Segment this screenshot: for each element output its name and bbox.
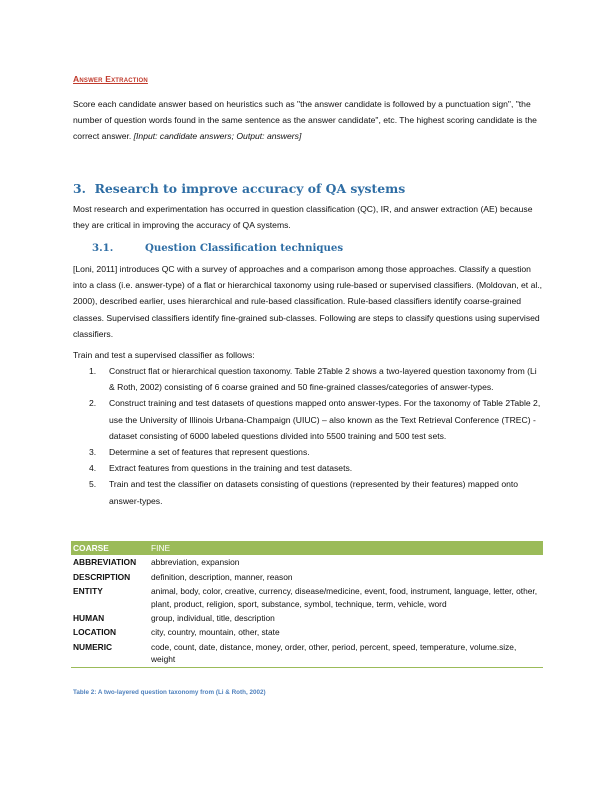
- heading-question-classification: [92, 242, 343, 254]
- coarse-cell: ABBREVIATION: [73, 557, 137, 568]
- fine-cell: definition, description, manner, reason: [151, 571, 293, 582]
- step-number: 3.: [89, 447, 97, 458]
- heading-research-title: Research to improve accuracy of QA systems: [94, 181, 406, 196]
- column-header-coarse: COARSE: [71, 541, 149, 555]
- table-row: [71, 640, 543, 667]
- step-text: Determine a set of features that represent questions.: [109, 447, 310, 458]
- taxonomy-table: [71, 541, 543, 668]
- heading-research: [73, 181, 405, 196]
- step-number: 1.: [89, 366, 97, 376]
- step-text: Extract features from questions in the training and test datasets.: [109, 463, 353, 474]
- step-text: Construct training and test datasets of questions mapped onto answer-types. For the taxonomy of Table 2Table 2, use the University of Illinois Urbana-Champaign (UIUC) – also known as the Text Retrieval Conference (TREC) - dataset consisting of 6000 labeled questions divided into 5500 training and 500 test sets.: [109, 398, 541, 441]
- step-text: Train and test the classifier on datasets consisting of questions (represented by their features) mapped onto answer-types.: [109, 479, 519, 506]
- list-item: [73, 460, 543, 476]
- train-intro: Train and test a supervised classifier as follows:: [73, 350, 255, 360]
- fine-cell: city, country, mountain, other, state: [151, 627, 280, 638]
- fine-cell: abbreviation, expansion: [151, 557, 240, 568]
- answer-extraction-io: [Input: candidate answers; Output: answers]: [133, 131, 302, 142]
- list-item: [73, 476, 543, 508]
- table-row: [71, 611, 543, 625]
- steps-list: [73, 363, 543, 509]
- table-row: [71, 584, 543, 611]
- column-header-fine: FINE: [149, 541, 543, 555]
- heading-qc-title: Question Classification techniques: [145, 242, 344, 254]
- step-number: 2.: [89, 398, 97, 409]
- table-header-row: [71, 541, 543, 555]
- section-label: Answer Extraction: [73, 74, 148, 84]
- list-item: [73, 363, 543, 395]
- fine-cell: animal, body, color, creative, currency, disease/medicine, event, food, instrument, language, letter, other, plant, product, religion, sport, substance, symbol, technique, term, vehicle, word: [151, 586, 538, 609]
- table-caption: Table 2: A two-layered question taxonomy from (Li & Roth, 2002): [73, 689, 266, 696]
- fine-cell: code, count, date, distance, money, order, other, period, percent, speed, temperature, volume.size, weight: [149, 640, 543, 667]
- fine-cell: group, individual, title, description: [151, 613, 275, 624]
- answer-extraction-text: Score each candidate answer based on heuristics such as "the answer candidate is followed by a punctuation sign", "the number of question words found in the same sentence as the answer candidate", etc. The highest scoring candidate is the correct answer.: [73, 99, 537, 142]
- coarse-cell: DESCRIPTION: [73, 571, 131, 582]
- table-row: [71, 570, 543, 584]
- qc-paragraph: [Loni, 2011] introduces QC with a survey of approaches and a comparison among those approaches. Classify a question into a class (i.e. answer-type) of a flat or hierarchical taxonomy using rule-based or supervised classifiers. (Moldovan, et al., 2000), described earlier, uses hierarchical and rule-based classification. Rule-based classifiers identify coarse-grained classes. Supervised classifiers identify fine-grained sub-classes. Following are steps to classify questions using supervised classifiers.: [73, 264, 543, 339]
- list-item: [73, 395, 543, 444]
- heading-research-number: 3.: [73, 181, 86, 196]
- coarse-cell: ENTITY: [73, 586, 103, 597]
- step-number: 4.: [89, 463, 97, 474]
- coarse-cell: NUMERIC: [71, 640, 149, 667]
- table-row: [71, 555, 543, 569]
- table-row: [71, 625, 543, 639]
- step-number: 5.: [89, 479, 97, 490]
- heading-qc-number: 3.1.: [92, 242, 114, 254]
- answer-extraction-paragraph: [73, 96, 543, 145]
- list-item: [73, 444, 543, 460]
- coarse-cell: LOCATION: [73, 627, 117, 638]
- step-text: Construct flat or hierarchical question taxonomy. Table 2Table 2 shows a two-layered question taxonomy from (Li & Roth, 2002) consisting of 6 coarse grained and 50 fine-grained classes/categories of answer-types.: [109, 366, 537, 393]
- research-intro-paragraph: Most research and experimentation has occurred in question classification (QC), IR, and answer extraction (AE) because they are critical in improving the accuracy of QA systems.: [73, 204, 533, 231]
- coarse-cell: HUMAN: [73, 613, 105, 624]
